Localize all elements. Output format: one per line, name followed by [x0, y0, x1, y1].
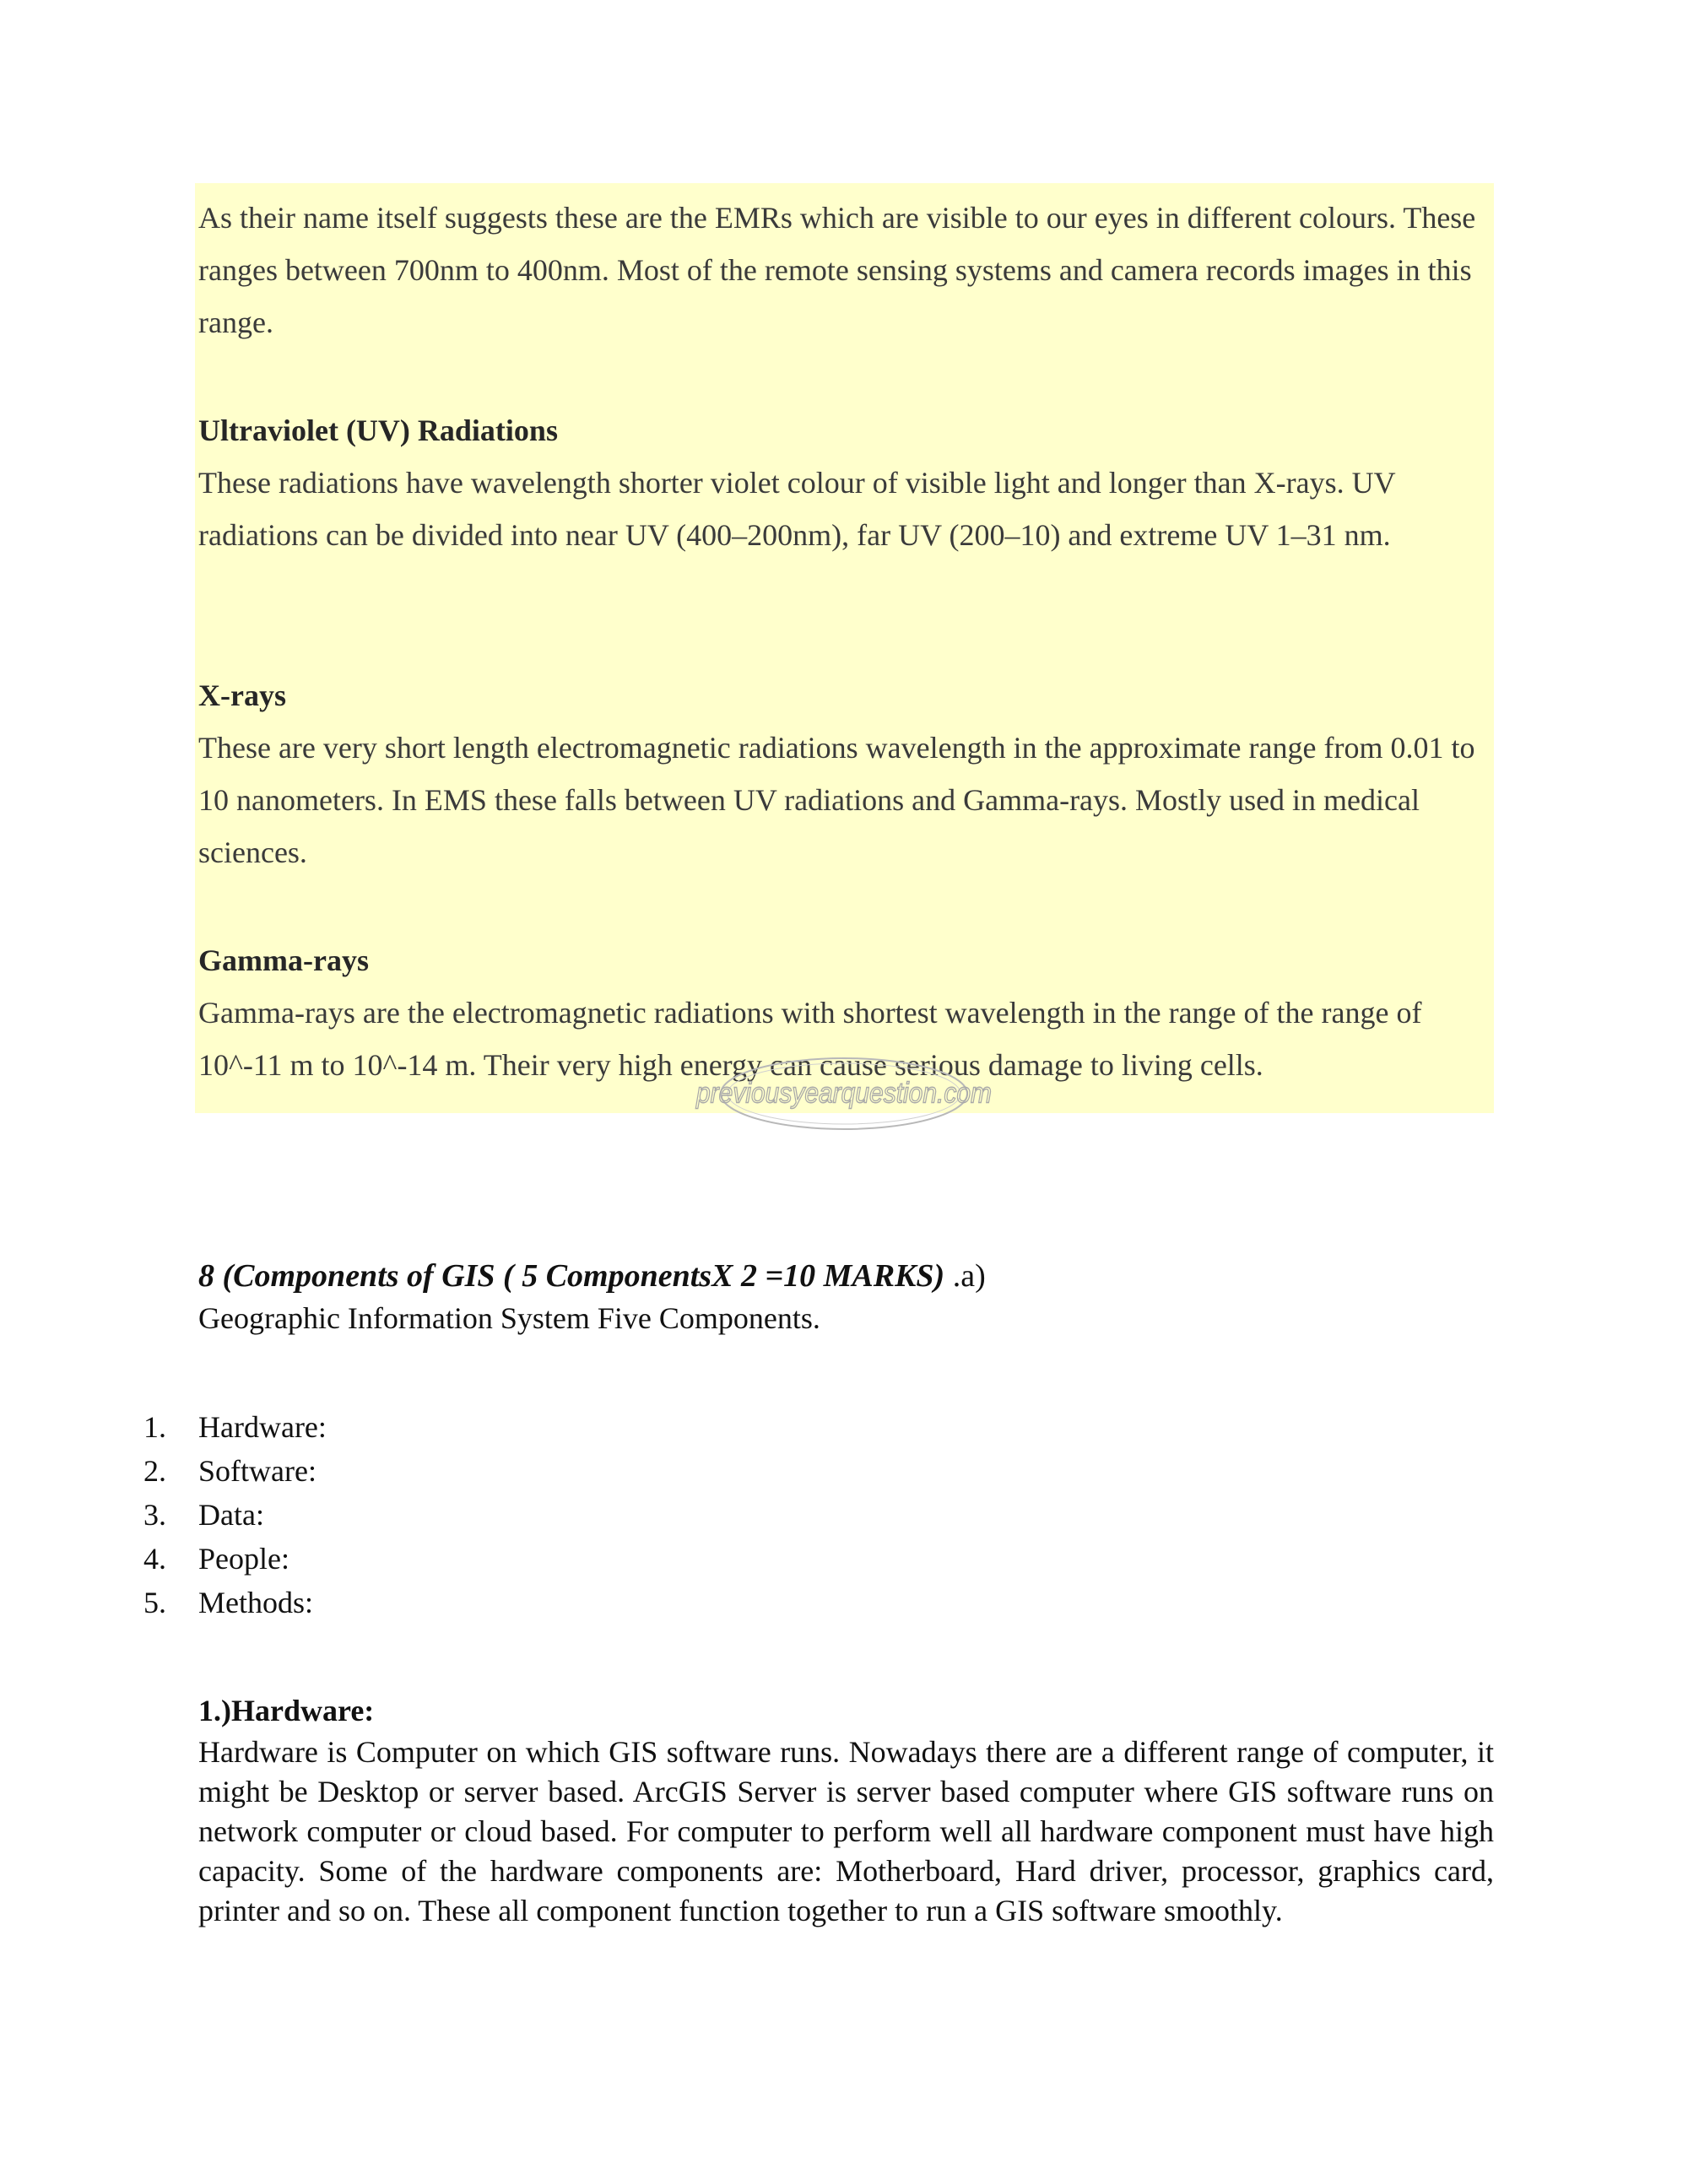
list-number: 4. [143, 1542, 166, 1576]
xray-heading: X-rays [198, 678, 286, 712]
uv-heading: Ultraviolet (UV) Radiations [198, 414, 558, 447]
components-list [143, 1405, 327, 1624]
uv-paragraph: These radiations have wavelength shorter violet colour of visible light and longer than X-rays. UV radiations can be divided into near UV (400–200nm), far UV (200–10) and extreme UV 1–31 nm. [198, 466, 1395, 552]
list-item [143, 1493, 327, 1537]
list-label: Methods: [198, 1586, 314, 1619]
section-subtitle: Geographic Information System Five Components. [198, 1301, 820, 1335]
visible-light-paragraph: As their name itself suggests these are the EMRs which are visible to our eyes in different colours. These ranges between 700nm to 400nm. Most of the remote sensing systems and camera records images in this range. [198, 201, 1476, 339]
list-label: Hardware: [198, 1410, 327, 1444]
list-label: Software: [198, 1454, 316, 1488]
list-item [143, 1581, 327, 1624]
list-item [143, 1537, 327, 1581]
list-number: 1. [143, 1410, 166, 1444]
watermark-logo [695, 1053, 993, 1134]
section-title-suffix: .a) [944, 1258, 986, 1294]
hardware-paragraph: Hardware is Computer on which GIS software runs. Nowadays there are a different range of computer, it might be Desktop or server based. ArcGIS Server is server based computer where GIS software runs on network computer or cloud based. For computer to perform well all hardware component must have high capacity. Some of the hardware components are: Motherboard, Hard driver, processor, graphics card, printer and so on. These all component function together to run a GIS software smoothly. [198, 1735, 1494, 1927]
list-item [143, 1405, 327, 1449]
hardware-heading: 1.)Hardware: [198, 1694, 375, 1727]
list-number: 2. [143, 1454, 166, 1488]
gamma-paragraph: Gamma-rays are the electromagnetic radiations with shortest wavelength in the range of the range of 10^-11 m to 10^-14 m. Their very high energy can cause serious damage to living cells. [198, 996, 1422, 1082]
list-label: People: [198, 1542, 289, 1576]
list-number: 5. [143, 1586, 166, 1619]
list-item [143, 1449, 327, 1493]
list-number: 3. [143, 1498, 166, 1532]
section-title-main: 8 (Components of GIS ( 5 ComponentsX 2 =10 MARKS) [198, 1258, 945, 1294]
list-label: Data: [198, 1498, 264, 1532]
section-title [198, 1256, 986, 1296]
gamma-heading: Gamma-rays [198, 943, 369, 977]
xray-paragraph: These are very short length electromagnetic radiations wavelength in the approximate range from 0.01 to 10 nanometers. In EMS these falls between UV radiations and Gamma-rays. Mostly used in medical sciences. [198, 731, 1475, 869]
svg-text:previousyearquestion.com: previousyearquestion.com [695, 1076, 993, 1110]
